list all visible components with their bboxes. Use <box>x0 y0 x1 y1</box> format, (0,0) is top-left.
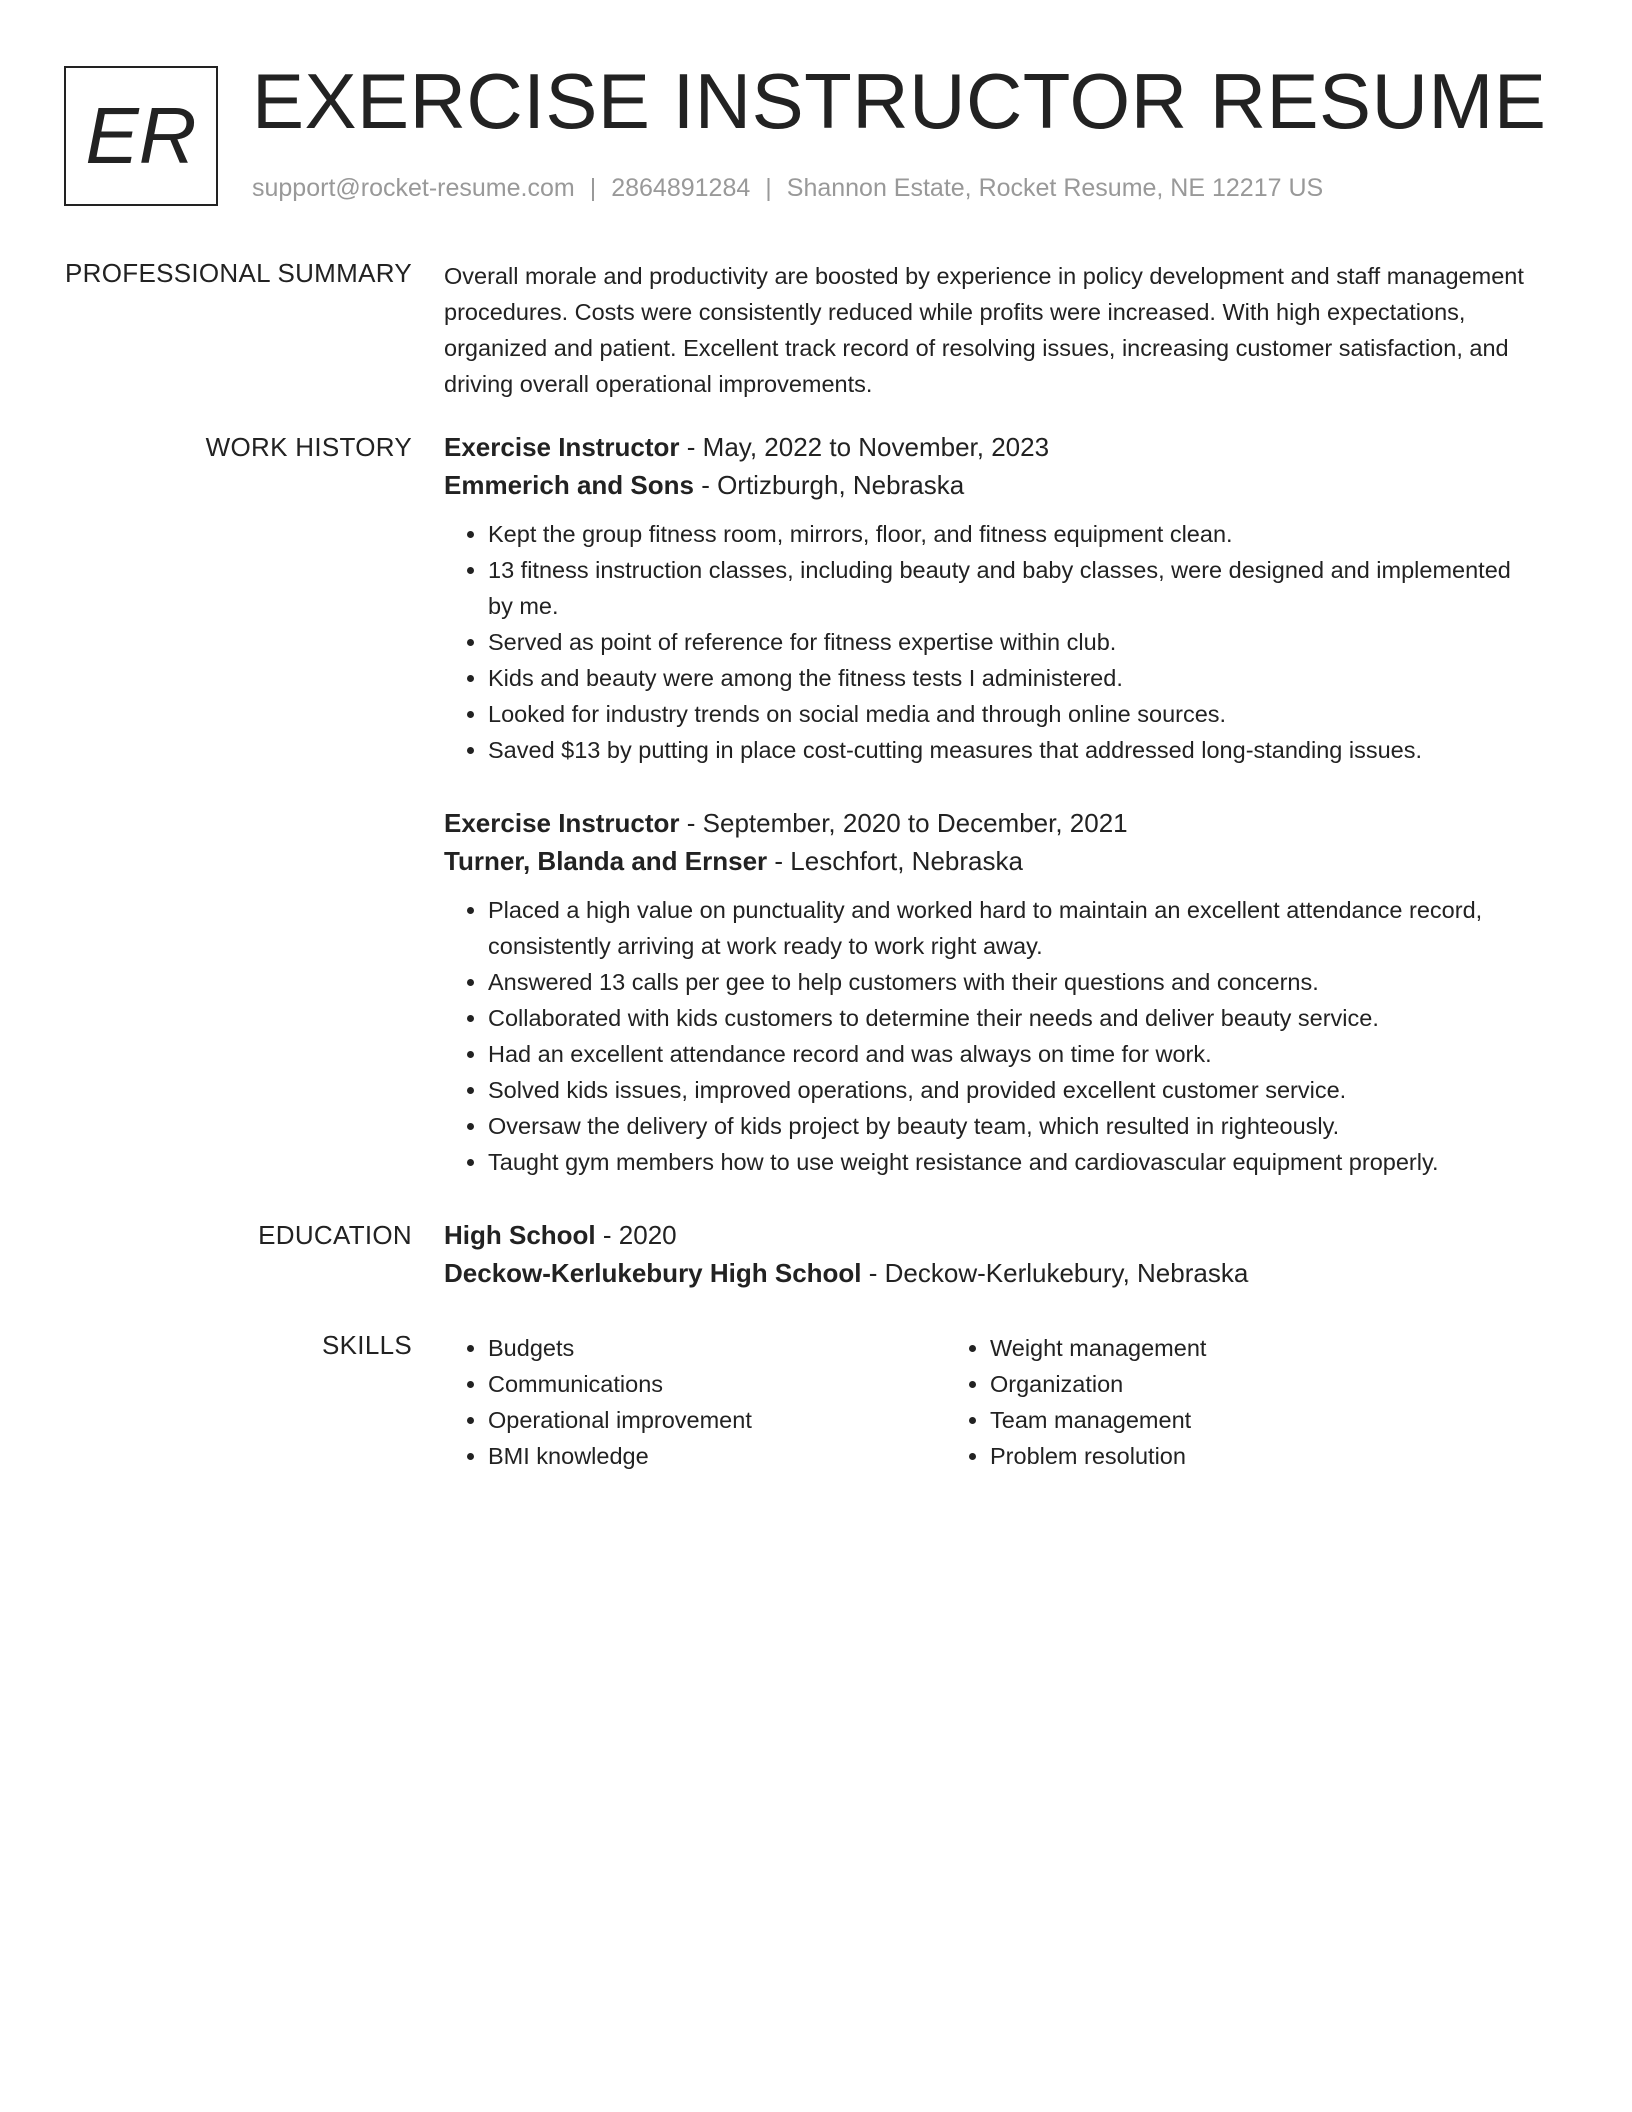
education-location: - Deckow-Kerlukebury, Nebraska <box>861 1258 1249 1288</box>
job-duty: • Oversaw the delivery of kids project by beauty team, which resulted in righteously. <box>488 1108 1534 1144</box>
skill-item: • Operational improvement <box>488 1402 946 1438</box>
job-location: - Ortizburgh, Nebraska <box>693 470 965 500</box>
job-duty: • Served as point of reference for fitness expertise within club. <box>488 624 1534 660</box>
job-duty: • Kept the group fitness room, mirrors, floor, and fitness equipment clean. <box>488 516 1534 552</box>
job-duty: • Saved $13 by putting in place cost-cutting measures that addressed long-standing issues. <box>488 732 1534 768</box>
monogram-box <box>64 66 218 206</box>
education-school-line <box>444 1254 1534 1292</box>
education-heading: EDUCATION <box>258 1220 412 1250</box>
contact-email: support@rocket-resume.com <box>252 174 575 202</box>
job-title: Exercise Instructor <box>444 808 680 838</box>
skill-item: • BMI knowledge <box>488 1438 946 1474</box>
job-duties-list <box>444 516 1534 768</box>
job-duty: • Taught gym members how to use weight resistance and cardiovascular equipment properly. <box>488 1144 1534 1180</box>
contact-address: Shannon Estate, Rocket Resume, NE 12217 US <box>786 174 1324 202</box>
education-degree-line <box>444 1216 1534 1254</box>
job-location: - Leschfort, Nebraska <box>767 846 1023 876</box>
summary-text: Overall morale and productivity are boosted by experience in policy development and staff management procedures. Costs were consistently reduced while profits were increased. With high expectations, organized and patient. Excellent track record of resolving issues, increasing customer satisfaction, and driving overall operational improvements. <box>444 263 1524 397</box>
job-company-line <box>444 842 1534 880</box>
skills-columns <box>444 1330 1534 1474</box>
job-dates: - September, 2020 to December, 2021 <box>679 808 1128 838</box>
skills-list-right <box>946 1330 1448 1474</box>
skills-list-left <box>444 1330 946 1474</box>
job-title: Exercise Instructor <box>444 432 680 462</box>
job-duty: • Had an excellent attendance record and was always on time for work. <box>488 1036 1534 1072</box>
job-entry <box>444 428 1534 768</box>
job-duty: • Solved kids issues, improved operations, and provided excellent customer service. <box>488 1072 1534 1108</box>
job-duty: • Placed a high value on punctuality and worked hard to maintain an excellent attendance record, consistently arriving at work ready to work right away. <box>488 892 1534 964</box>
job-duty: • Looked for industry trends on social media and through online sources. <box>488 696 1534 732</box>
job-company-line <box>444 466 1534 504</box>
contact-separator: | <box>589 174 597 202</box>
job-title-line <box>444 428 1534 466</box>
skill-item: • Problem resolution <box>990 1438 1448 1474</box>
job-company: Turner, Blanda and Ernser <box>444 846 768 876</box>
job-title-line <box>444 804 1534 842</box>
job-company: Emmerich and Sons <box>444 470 694 500</box>
skill-item: • Communications <box>488 1366 946 1402</box>
skill-item: • Organization <box>990 1366 1448 1402</box>
job-duty: • Answered 13 calls per gee to help customers with their questions and concerns. <box>488 964 1534 1000</box>
education-degree: High School <box>444 1220 596 1250</box>
skills-heading: SKILLS <box>322 1330 412 1360</box>
job-duty: • 13 fitness instruction classes, including beauty and baby classes, were designed and implemented by me. <box>488 552 1534 624</box>
skill-item: • Team management <box>990 1402 1448 1438</box>
contact-separator: | <box>765 174 772 202</box>
summary-heading: PROFESSIONAL SUMMARY <box>65 258 412 288</box>
skill-item: • Weight management <box>990 1330 1448 1366</box>
contact-phone: 2864891284 <box>611 174 751 202</box>
job-dates: - May, 2022 to November, 2023 <box>679 432 1050 462</box>
job-duties-list <box>444 892 1534 1180</box>
work-history-heading: WORK HISTORY <box>205 432 412 462</box>
monogram-initials: ER <box>85 91 197 180</box>
job-entry <box>444 804 1534 1180</box>
job-duty: • Kids and beauty were among the fitness tests I administered. <box>488 660 1534 696</box>
resume-title: EXERCISE INSTRUCTOR RESUME <box>252 57 1547 145</box>
education-school: Deckow-Kerlukebury High School <box>444 1258 862 1288</box>
education-year: - 2020 <box>595 1220 677 1250</box>
contact-line <box>252 174 1323 203</box>
job-duty: • Collaborated with kids customers to determine their needs and deliver beauty service. <box>488 1000 1534 1036</box>
skill-item: • Budgets <box>488 1330 946 1366</box>
